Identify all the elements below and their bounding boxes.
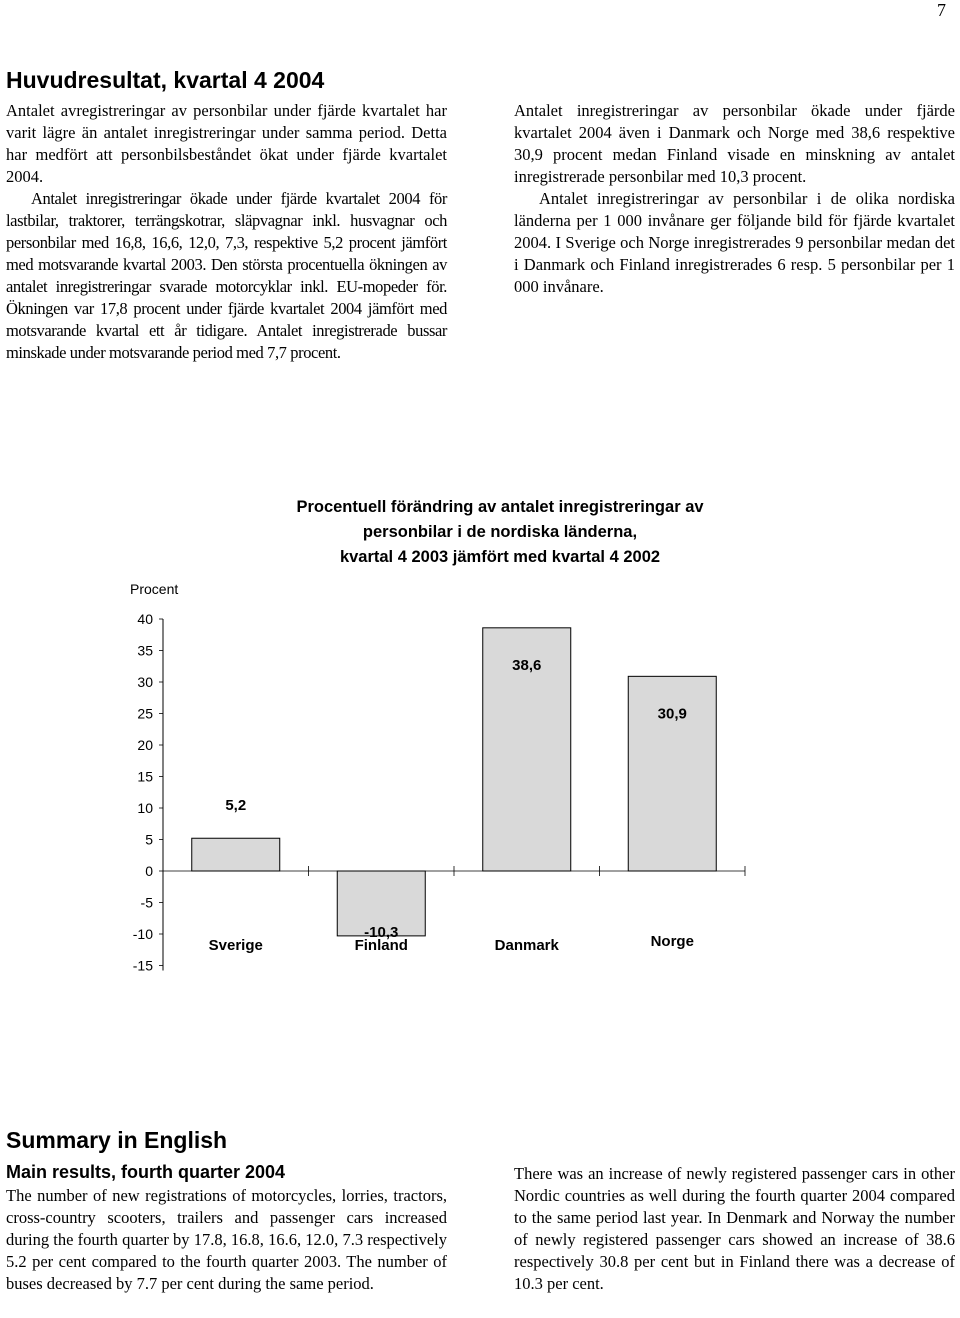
- data-label: 5,2: [225, 797, 247, 815]
- english-left-paragraph: The number of new registrations of motorcycles, lorries, tractors, cross-country scooters, trailers and passenger cars increased during the fourth quarter by 17.8, 16.8, 16.6, 12.0, 7.3 respectively 5.2 per cent compared to the fourth quarter 2003. The number of buses decreased by 7.7 per cent during the same period.: [6, 1186, 447, 1293]
- swedish-right-paragraph-2: Antalet inregistreringar av personbilar i de olika nordiska länderna per 1 000 invånare ger följande bild för fjärde kvartalet 2004. I Sverige och Norge inregistrerades 9 personbilar medan det i Danmark och Finland inregistrerades 6 resp. 5 personbilar per 1 000 invånare.: [514, 189, 955, 296]
- category-label: Norge: [650, 933, 694, 950]
- english-right-column: [514, 1163, 955, 1295]
- y-tick-label: 35: [137, 642, 153, 659]
- chart-title-line-2: personbilar i de nordiska länderna,: [362, 523, 638, 541]
- y-tick-label: 20: [137, 737, 153, 753]
- swedish-left-column: [6, 100, 447, 364]
- category-label: Finland: [354, 937, 408, 954]
- bars: [192, 628, 717, 936]
- data-labels: [225, 657, 687, 941]
- english-left-column: [6, 1185, 447, 1295]
- y-tick-label: 15: [137, 768, 153, 785]
- y-tick-label: 40: [137, 611, 153, 627]
- y-tick-label: 30: [137, 674, 153, 690]
- y-tick-label: 25: [137, 705, 153, 722]
- y-tick-label: -10: [132, 926, 153, 942]
- page-number: 7: [937, 0, 946, 20]
- y-tick-label: 5: [145, 831, 153, 848]
- data-label: 38,6: [512, 656, 542, 674]
- category-label: Danmark: [494, 937, 559, 954]
- swedish-right-column: [514, 100, 955, 298]
- category-labels: [209, 933, 694, 954]
- chart-title-line-1: Procentuell förändring av antalet inregistreringar av: [296, 498, 704, 516]
- english-heading: Summary in English: [6, 1127, 228, 1153]
- y-tick-label: 0: [145, 863, 153, 879]
- y-tick-label: -15: [132, 957, 153, 974]
- y-axis-label: Procent: [130, 581, 179, 597]
- swedish-right-paragraph-1: Antalet inregistreringar av personbilar ökade under fjärde kvartalet 2004 även i Danmark och Norge med 38,6 respektive 30,9 procent medan Finland visade en minskning av antalet inregistrerade personbilar med 10,3 procent.: [514, 101, 955, 186]
- y-tick-label: -5: [140, 894, 153, 911]
- chart-title: [200, 495, 800, 570]
- data-label: -10,3: [364, 923, 399, 941]
- y-tick-labels: [133, 611, 153, 974]
- swedish-left-paragraph-1: Antalet avregistreringar av personbilar under fjärde kvartalet har varit lägre än antalet inregistreringar under samma period. Detta har medfört att personbilsbeståndet ökat under fjärde kvartalet 2004.: [6, 101, 447, 186]
- category-label: Sverige: [208, 937, 263, 954]
- chart-title-line-3: kvartal 4 2003 jämfört med kvartal 4 2002: [339, 548, 661, 566]
- bar-chart: [0, 570, 960, 990]
- bar-sverige: [192, 838, 280, 871]
- data-label: 30,9: [657, 705, 687, 723]
- swedish-left-paragraph-2: Antalet inregistreringar ökade under fjärde kvartalet 2004 för lastbilar, traktorer, terrängskotrar, släpvagnar inkl. husvagnar och personbilar med 16,8, 16,6, 12,0, 7,3, respektive 5,2 procent jämfört med motsvarande kvartal 2003. Den största procentuella ökningen av antalet inregistreringar svarade motorcyklar inkl. EU-mopeder för. Ökningen var 17,8 procent under fjärde kvartalet 2004 jämfört med motsvarande kvartal ett år tidigare. Antalet inregistrerade bussar minskade under motsvarande period med 7,7 procent.: [6, 189, 447, 362]
- english-right-paragraph: There was an increase of newly registered passenger cars in other Nordic countries as well during the fourth quarter 2004 compared to the same period last year. In Denmark and Norway the number of newly registered passenger cars showed an increase of 38.6 respectively 30.8 per cent but in Finland there was a decrease of 10.3 per cent.: [514, 1164, 955, 1293]
- english-subheading: Main results, fourth quarter 2004: [6, 1162, 286, 1182]
- y-tick-label: 10: [137, 800, 153, 816]
- swedish-heading: Huvudresultat, kvartal 4 2004: [6, 67, 325, 93]
